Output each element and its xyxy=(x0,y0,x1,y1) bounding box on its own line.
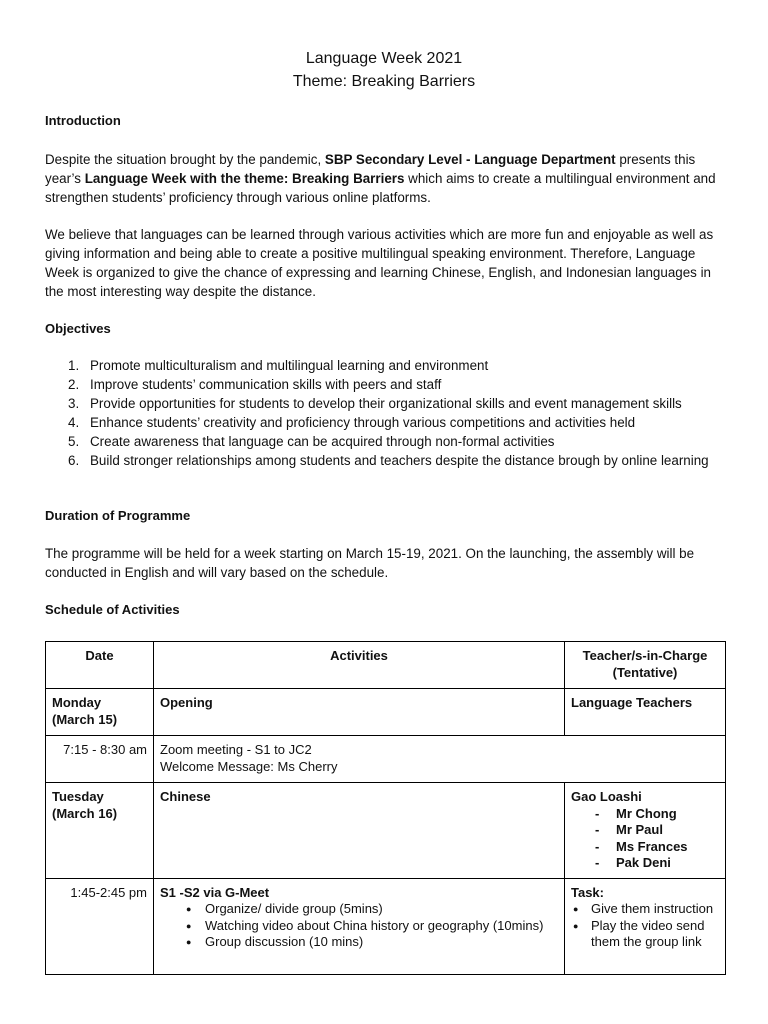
table-row xyxy=(46,878,726,974)
list-item: ● Give them instruction xyxy=(571,901,719,918)
teacher-list xyxy=(571,806,719,872)
tuesday-tasks: Task: ● Give them instruction ● Play the video send them the group link xyxy=(565,878,726,974)
table-header-row xyxy=(46,642,726,689)
schedule-table xyxy=(45,641,726,975)
task-list xyxy=(571,901,719,951)
introduction-paragraph-1: Despite the situation brought by the pandemic, SBP Secondary Level - Language Department presents this year’s Language Week with the theme: Breaking Barriers which aims to create a multilingual environment and strengthen students’ proficiency through various online platforms. xyxy=(45,152,716,205)
table-row xyxy=(46,689,726,736)
theme-name: Language Week with the theme: Breaking Barriers xyxy=(84,171,405,186)
tuesday-activity: Chinese xyxy=(154,783,565,879)
column-header-teacher: Teacher/s-in-Charge (Tentative) xyxy=(565,642,726,689)
list-item: 2. Improve students’ communication skills with peers and staff xyxy=(68,377,442,392)
list-item: - Ms Frances xyxy=(571,839,719,856)
list-item: - Mr Paul xyxy=(571,822,719,839)
monday-activity: Opening xyxy=(154,689,565,736)
activity-list xyxy=(160,901,558,951)
objectives-list xyxy=(45,356,725,470)
list-item: 3. Provide opportunities for students to develop their organizational skills and event management skills xyxy=(68,396,682,411)
list-item: 6. Build stronger relationships among students and teachers despite the distance brough by online learning xyxy=(68,453,709,468)
tuesday-time: 1:45-2:45 pm xyxy=(46,878,154,974)
monday-time: 7:15 - 8:30 am xyxy=(46,736,154,783)
objectives-heading: Objectives xyxy=(45,321,111,336)
monday-date: Monday (March 15) xyxy=(46,689,154,736)
list-item: 4. Enhance students’ creativity and proficiency through various competitions and activities held xyxy=(68,415,636,430)
schedule-heading: Schedule of Activities xyxy=(45,602,180,617)
duration-heading: Duration of Programme xyxy=(45,508,191,523)
monday-slot-details: Zoom meeting - S1 to JC2 Welcome Message: Ms Cherry xyxy=(154,736,726,783)
tuesday-date: Tuesday (March 16) xyxy=(46,783,154,879)
column-header-date: Date xyxy=(46,642,154,689)
column-header-activities: Activities xyxy=(154,642,565,689)
list-item: 1. Promote multiculturalism and multilingual learning and environment xyxy=(68,358,489,373)
introduction-paragraph-2: We believe that languages can be learned through various activities which are more fun and enjoyable as well as giving information and being able to create a positive multilingual speaking environment. Therefore, Language Week is organized to give the chance of expressing and learning Chinese, English, and Indonesian languages in the most interesting way despite the distance. xyxy=(45,227,714,299)
monday-teacher: Language Teachers xyxy=(565,689,726,736)
list-item: 5. Create awareness that language can be acquired through non-formal activities xyxy=(68,434,555,449)
list-item: - Pak Deni xyxy=(571,855,719,872)
list-item: ● Play the video send them the group link xyxy=(571,918,719,951)
list-item: ● Watching video about China history or geography (10mins) xyxy=(160,918,558,935)
list-item: - Mr Chong xyxy=(571,806,719,823)
document-subtitle: Theme: Breaking Barriers xyxy=(292,73,476,90)
introduction-heading: Introduction xyxy=(45,113,121,128)
table-row xyxy=(46,783,726,879)
list-item: ● Organize/ divide group (5mins) xyxy=(160,901,558,918)
department-name: SBP Secondary Level - Language Department xyxy=(324,152,616,167)
list-item: ● Group discussion (10 mins) xyxy=(160,934,558,951)
tuesday-teachers: Gao Loashi - Mr Chong - Mr Paul - Ms Frances - Pak Deni xyxy=(565,783,726,879)
tuesday-slot-details: S1 -S2 via G-Meet ● Organize/ divide group (5mins) ● Watching video about China history or geography (10mins) ● Group discussion (10 mins) xyxy=(154,878,565,974)
table-row xyxy=(46,736,726,783)
document-title: Language Week 2021 xyxy=(305,50,463,67)
duration-paragraph: The programme will be held for a week starting on March 15-19, 2021. On the launching, the assembly will be conducted in English and will vary based on the schedule. xyxy=(45,546,695,580)
